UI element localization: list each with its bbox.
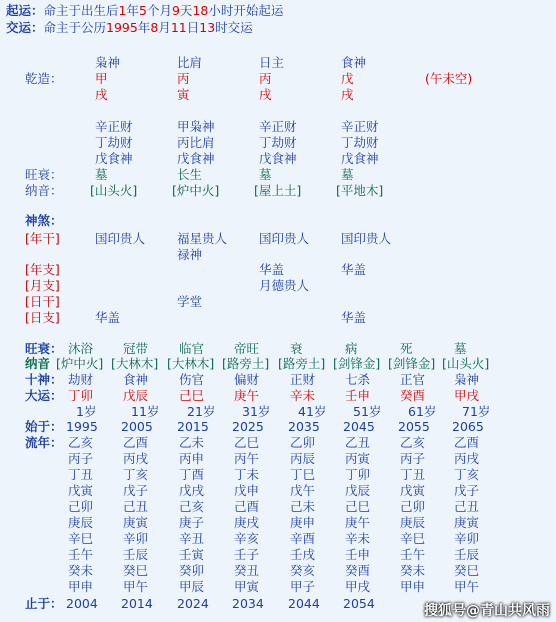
shensha-cell: 华盖 [95,310,121,325]
liunian-cell: 丁卯 [345,467,371,482]
qiyun-value: 9 [171,3,180,18]
jiaoyun-unit: 日 [186,20,200,35]
liunian-label: 流年： [25,435,63,450]
dayun-ganzhi: 戊辰 [123,388,149,403]
dayun-start-year: 2025 [232,419,264,434]
nayin-value: [炉中火] [172,183,220,198]
liunian-cell: 丁丑 [68,467,94,482]
liunian-cell: 丁亥 [123,467,149,482]
dayun-shishen: 正官 [400,372,426,387]
liunian-cell: 辛亥 [234,531,260,546]
dayun-nayin: [路旁土] [222,356,270,371]
nayin-value: [屋上土] [254,183,302,198]
pillar-shishen: 枭神 [95,55,121,70]
canggan-cell: 辛正财 [259,119,297,134]
canggan-cell: 丁劫财 [341,135,379,150]
liunian-cell: 乙亥 [400,435,426,450]
liunian-cell: 甲寅 [234,579,260,594]
liunian-cell: 辛巳 [68,531,94,546]
nayin-value: [平地木] [336,183,384,198]
liunian-cell: 己丑 [123,499,149,514]
liunian-cell: 丙辰 [290,451,316,466]
shensha-cell: 华盖 [341,262,367,277]
dayun-age: 51岁 [353,404,382,419]
liunian-cell: 癸未 [400,563,426,578]
liunian-cell: 癸酉 [345,563,371,578]
liunian-cell: 己亥 [179,499,205,514]
shensha-cell: 学堂 [177,294,203,309]
qiyun-text: 命主于出生后 [43,3,119,18]
dayun-end-year: 2004 [66,596,98,611]
liunian-cell: 辛丑 [179,531,205,546]
dayun-start-year: 2065 [452,419,484,434]
liunian-cell: 庚寅 [454,515,480,530]
liunian-cell: 庚申 [290,515,316,530]
liunian-cell: 己卯 [400,499,426,514]
liunian-cell: 戊辰 [345,483,371,498]
dayun-label: 大运： [25,388,63,403]
dayun-end-year: 2054 [343,596,375,611]
dayun-end-year: 2034 [232,596,264,611]
pillar-zhi: 戌 [259,87,272,102]
shensha-cell: 福星贵人 [177,231,228,246]
wangshuai-value: 墓 [95,167,108,182]
liunian-cell: 戊寅 [400,483,426,498]
liunian-cell: 戊寅 [68,483,94,498]
jiaoyun-unit: 年 [137,20,151,35]
liunian-cell: 癸卯 [179,563,205,578]
liunian-cell: 乙巳 [234,435,260,450]
liunian-cell: 甲申 [400,579,426,594]
liunian-cell: 己丑 [454,499,480,514]
dayun-wangshuai: 衰 [290,341,303,356]
shensha-cell: 华盖 [341,310,367,325]
liunian-cell: 甲午 [454,579,480,594]
liunian-cell: 甲子 [290,579,316,594]
dayun-wangshuai: 冠带 [123,341,149,356]
liunian-cell: 丙子 [400,451,426,466]
dayun-wangshuai: 墓 [454,341,467,356]
dayun-nayin: [大林木] [167,356,215,371]
dayun-start-year: 2035 [288,419,320,434]
jiaoyun-label: 交运： [6,20,44,35]
dayun-shishen: 七杀 [345,372,371,387]
dayun-age: 21岁 [187,404,216,419]
dayun-age: 11岁 [131,404,160,419]
canggan-cell: 戊食神 [177,151,215,166]
shensha-row-label: [日干] [25,294,60,309]
dayun-shishen: 枭神 [454,372,480,387]
liunian-cell: 丁丑 [400,467,426,482]
liunian-cell: 乙酉 [454,435,480,450]
liunian-cell: 庚午 [345,515,371,530]
shensha-cell: 国印贵人 [341,231,392,246]
shensha-cell: 国印贵人 [259,231,310,246]
qiyun-unit: 个月 [146,3,172,18]
liunian-cell: 乙亥 [68,435,94,450]
qiyun-value: 1 [118,3,127,18]
dayun-ganzhi: 甲戌 [454,388,480,403]
liunian-cell: 丁巳 [290,467,316,482]
liunian-cell: 庚辰 [400,515,426,530]
liunian-cell: 壬午 [68,547,94,562]
liunian-cell: 癸巳 [454,563,480,578]
dayun-wangshuai: 病 [345,341,358,356]
liunian-cell: 丙戌 [123,451,149,466]
jiaoyun-unit: 时交运 [215,20,253,35]
qiyun-unit: 小时开始起运 [208,3,284,18]
qianzao-label: 乾造： [25,71,63,86]
liunian-cell: 丙戌 [454,451,480,466]
liunian-cell: 癸亥 [290,563,316,578]
pillar-zhi: 寅 [177,87,190,102]
liunian-cell: 戊子 [123,483,149,498]
liunian-cell: 壬戌 [290,547,316,562]
zhiyu-label: 止于： [25,596,63,611]
liunian-cell: 己未 [290,499,316,514]
shensha-cell: 月德贵人 [259,278,310,293]
nayin-label: 纳音： [25,183,63,198]
liunian-cell: 辛卯 [454,531,480,546]
watermark: 搜狐号@青山共风雨 [424,603,550,619]
dayun-shishen: 劫财 [68,372,94,387]
pillar-gan: 丙 [177,71,190,86]
liunian-cell: 甲辰 [179,579,205,594]
shensha-cell: 国印贵人 [95,231,146,246]
dayun-wangshuai: 死 [400,341,413,356]
dayun-nayin-label: 纳音 [25,356,51,371]
liunian-cell: 丁亥 [454,467,480,482]
pillar-zhi: 戌 [341,87,354,102]
dayun-start-year: 2015 [177,419,209,434]
wangshuai-value: 墓 [341,167,354,182]
liunian-cell: 壬辰 [123,547,149,562]
dayun-nayin: [路旁土] [278,356,326,371]
dayun-start-year: 2045 [343,419,375,434]
liunian-cell: 庚子 [179,515,205,530]
dayun-age: 1岁 [76,404,97,419]
pillar-gan: 甲 [95,71,108,86]
liunian-cell: 己酉 [234,499,260,514]
shensha-cell: 华盖 [259,262,285,277]
dayun-nayin: [炉中火] [56,356,104,371]
liunian-cell: 丙寅 [345,451,371,466]
canggan-cell: 丁劫财 [95,135,133,150]
liunian-cell: 癸未 [68,563,94,578]
dayun-nayin: [剑锋金] [388,356,436,371]
dayun-shishen: 正财 [290,372,316,387]
shensha-row-label: [年支] [25,262,60,277]
jiaoyun-value: 11 [170,20,187,35]
dayun-ganzhi: 癸酉 [400,388,426,403]
liunian-cell: 庚辰 [68,515,94,530]
qiyun-value: 5 [139,3,147,18]
liunian-cell: 丁未 [234,467,260,482]
jiaoyun-text: 命主于公历 [43,20,107,35]
jiaoyun-value: 13 [199,20,216,35]
dayun-start-year: 2005 [121,419,153,434]
liunian-cell: 辛巳 [400,531,426,546]
liunian-cell: 戊午 [290,483,316,498]
liunian-cell: 辛卯 [123,531,149,546]
shiyu-label: 始于： [25,419,63,434]
canggan-cell: 辛正财 [95,119,133,134]
qiyun-value: 18 [192,3,209,18]
wangshuai-label: 旺衰： [25,167,63,182]
dayun-ganzhi: 壬申 [345,388,371,403]
pillar-gan: 戊 [341,71,354,86]
dayun-end-year: 2014 [121,596,153,611]
dayun-nayin: [山头火] [442,356,490,371]
liunian-cell: 癸丑 [234,563,260,578]
dayun-age: 71岁 [462,404,491,419]
canggan-cell: 戊食神 [259,151,297,166]
liunian-cell: 己卯 [68,499,94,514]
dayun-shishen: 伤官 [179,372,205,387]
liunian-cell: 丙午 [234,451,260,466]
shensha-row-label: [年干] [25,231,60,246]
liunian-cell: 己巳 [345,499,371,514]
liunian-cell: 戊申 [234,483,260,498]
pillar-gan: 丙 [259,71,272,86]
canggan-cell: 甲枭神 [177,119,215,134]
shensha-title: 神煞： [25,213,63,228]
liunian-cell: 壬子 [234,547,260,562]
jiaoyun-line [6,22,253,35]
dayun-end-year: 2024 [177,596,209,611]
qiyun-line [6,5,283,18]
qiyun-label: 起运： [6,3,44,18]
canggan-cell: 戊食神 [95,151,133,166]
jiaoyun-value: 8 [150,20,159,35]
liunian-cell: 乙未 [179,435,205,450]
liunian-cell: 丙申 [179,451,205,466]
liunian-cell: 庚戌 [234,515,260,530]
liunian-cell: 戊戌 [179,483,205,498]
dayun-age: 61岁 [408,404,437,419]
liunian-cell: 壬申 [345,547,371,562]
pillar-shishen: 比肩 [177,55,203,70]
dayun-wangshuai: 帝旺 [234,341,260,356]
nayin-value: [山头火] [90,183,138,198]
wangshuai-value: 长生 [177,167,203,182]
jiaoyun-unit: 月 [158,20,171,35]
liunian-cell: 乙丑 [345,435,371,450]
kongwang: (午未空) [425,71,473,86]
liunian-cell: 辛未 [345,531,371,546]
qiyun-unit: 年 [126,3,139,18]
liunian-cell: 壬寅 [179,547,205,562]
dayun-ganzhi: 辛未 [290,388,316,403]
shensha-row-label: [日支] [25,310,60,325]
dayun-end-year: 2044 [288,596,320,611]
shensha-row-label: [月支] [25,278,60,293]
dayun-start-year: 2055 [398,419,430,434]
dayun-ganzhi: 己巳 [179,388,205,403]
qiyun-unit: 天 [179,3,193,18]
dayun-wangshuai: 临官 [179,341,205,356]
dayun-nayin: [剑锋金] [333,356,381,371]
liunian-cell: 壬午 [400,547,426,562]
canggan-cell: 丙比肩 [177,135,215,150]
liunian-cell: 甲戌 [345,579,371,594]
wangshuai-value: 墓 [259,167,272,182]
dayun-start-year: 1995 [66,419,98,434]
liunian-cell: 癸巳 [123,563,149,578]
canggan-cell: 辛正财 [341,119,379,134]
liunian-cell: 乙酉 [123,435,149,450]
liunian-cell: 丙子 [68,451,94,466]
dayun-ganzhi: 庚午 [234,388,260,403]
dayun-ganzhi: 丁卯 [68,388,94,403]
shensha-cell: 禄神 [177,247,203,262]
pillar-zhi: 戌 [95,87,108,102]
liunian-cell: 戊子 [454,483,480,498]
dayun-wangshuai: 沐浴 [68,341,94,356]
liunian-cell: 乙卯 [290,435,316,450]
dayun-shishen: 偏财 [234,372,260,387]
dayun-nayin: [大林木] [111,356,159,371]
liunian-cell: 甲午 [123,579,149,594]
dayun-age: 31岁 [242,404,271,419]
dayun-wangshuai-label: 旺衰： [25,341,63,356]
dayun-shishen-label: 十神： [25,372,63,387]
pillar-shishen: 食神 [341,55,367,70]
liunian-cell: 庚寅 [123,515,149,530]
liunian-cell: 甲申 [68,579,94,594]
liunian-cell: 辛酉 [290,531,316,546]
pillar-shishen: 日主 [259,55,285,70]
dayun-shishen: 食神 [123,372,149,387]
liunian-cell: 壬辰 [454,547,480,562]
canggan-cell: 丁劫财 [259,135,297,150]
liunian-cell: 丁酉 [179,467,205,482]
canggan-cell: 戊食神 [341,151,379,166]
dayun-age: 41岁 [298,404,327,419]
jiaoyun-value: 1995 [106,20,138,35]
